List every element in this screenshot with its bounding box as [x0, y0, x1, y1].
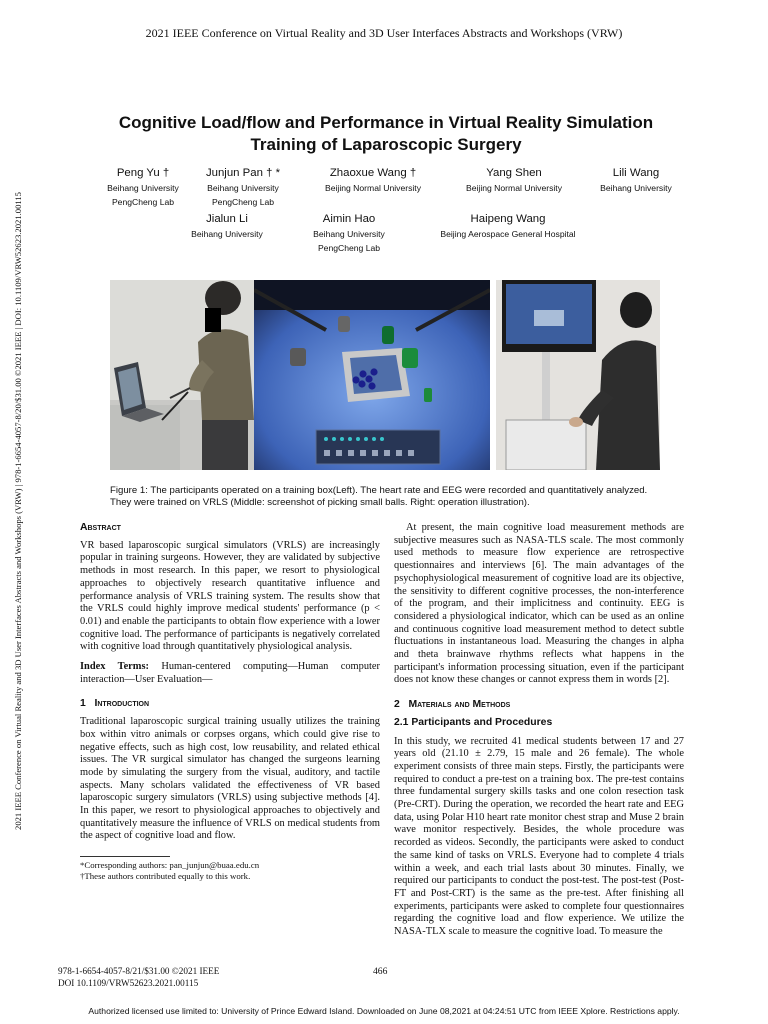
- footnote-equal: †These authors contributed equally to this work.: [80, 871, 251, 881]
- section-1-heading: 1 Introduction: [80, 698, 150, 710]
- author-affiliation: PengCheng Lab: [211, 197, 275, 207]
- figure-1: [110, 280, 660, 470]
- right-column: [394, 522, 684, 939]
- footnote-corresponding: *Corresponding authors: pan_junjun@buaa.edu.cn: [80, 860, 260, 870]
- figure-middle-vr-screenshot: [254, 280, 490, 470]
- title-line-1: Cognitive Load/flow and Performance in Virtual Reality Simulation: [118, 113, 654, 132]
- author-affiliation: PengCheng Lab: [111, 197, 175, 207]
- index-terms-label: Index Terms:: [80, 661, 149, 673]
- figure-left-training-box-photo: [110, 280, 254, 470]
- footnote-rule: [80, 856, 170, 857]
- side-doi-text: 2021 IEEE Conference on Virtual Reality and 3D User Interfaces Abstracts and Workshops (VRW) | 978-1-6654-4057-8/20/$31.00 ©2021 IEEE | DOI: 10.1109/VRW52623.2021.00115: [13, 192, 23, 830]
- section-2-1-heading: 2.1 Participants and Procedures: [394, 716, 553, 728]
- author-block: [418, 211, 598, 241]
- author-name: Jialun Li: [206, 213, 248, 225]
- paragraph: At present, the main cognitive load measurement methods are subjective measures such as NASA-TLS scale. The most commonly used methods to measure flow experience are retrospective questionnaires and interviews [6]. The main advantages of the psychophysiological measurement of cognitive load are its objective, the sensitivity to different cognitive processes, the non-interference of the program, and their implicitness and continuity. EEG is considered a physiological indicator, which can be used as an online and continuous cognitive load measurement method to detect subtle fluctuations in instantaneous load. Measuring the changes in alpha and theta brainwave rhythms reflects what happens in the participant's information processing situation, even if the participant does not know these changes or cannot express them in words [2].: [394, 522, 684, 686]
- paragraph: In this study, we recruited 41 medical students between 17 and 27 years old (21.10 ± 2.79, 15 male and 26 female). The whole experiment consists of three main steps. Firstly, the participants were required to conduct a pre-test on a training box. The pre-test contains three fundamental surgery skills tasks and one colon resection task (Pre-CRT). During the operation, we recorded the heart rate and EEG data, using Polar H10 heart rate monitor chest strap and Muse 2 brain wave monitor respectively. Besides, the whole procedure was recorded as videos. Secondly, the participants were asked to conduct the same kind of tasks on VRLS. Everyone had to complete 4 trials within a week, and each trial lasts about 30 minutes. Finally, we required our participants to conduct the post-test. The post-test (Post-FT and Post-CRT) is the same as the pre-test. After finishing all experiments, participants were asked to complete four questionnaires regarding the cognitive load and flow experience. We utilize the NASA-TLX scale to measure the cognitive load. To measure the: [394, 735, 684, 938]
- author-name: Aimin Hao: [322, 213, 376, 225]
- author-affiliation: Beihang University: [107, 183, 179, 193]
- title-line-2: Training of Laparoscopic Surgery: [250, 135, 522, 154]
- isbn-line: 978-1-6654-4057-8/21/$31.00 ©2021 IEEE: [58, 966, 220, 976]
- abstract-text: VR based laparoscopic surgical simulators (VRLS) are increasingly popular in training surgeons. However, they are validated by subjective methods in most research. In this paper, we resort to physiological approaches to objectively research quantitative influence and performance analysis of VRLS training system. The results show that the VRLS could highly improve medical students' performance (p < 0.01) and enable the participants to obtain flow experience with a lower cognitive load. The performance of participants is negatively correlated with cognitive load through quantitatively physiological analysis.: [80, 539, 380, 653]
- page-number: 466: [373, 966, 388, 977]
- author-affiliation: Beijing Normal University: [466, 183, 562, 193]
- copyright-block: [58, 966, 219, 989]
- footnotes: [80, 856, 380, 882]
- author-affiliation: Beihang University: [207, 183, 279, 193]
- figure-right-operation-photo: [496, 280, 660, 470]
- index-terms: [80, 661, 380, 686]
- author-block: [576, 165, 696, 195]
- author-name: Junjun Pan † *: [205, 167, 281, 179]
- intro-text: Traditional laparoscopic surgical training usually utilizes the training box within vitro animals or corpses organs, which could give rise to negative effects, such as high cost, low reusability, and related ethical issues. The VR surgical simulator has changed the surgeons learning mode by simulating the surgery from the visual, auditory, and tactile aspects. Many scholars validated the effectiveness of VR based laparoscopic surgery simulators (VRLS) using subjective methods [4]. In this paper, we resort to physiological approaches to objectively and quantitatively measure the influence of VRLS on medical students from the aspect of cognitive load and flow.: [80, 716, 380, 842]
- author-name: Yang Shen: [486, 167, 542, 179]
- author-affiliation: PengCheng Lab: [317, 243, 381, 253]
- section-2-heading: 2 Materials and Methods: [394, 699, 511, 711]
- author-affiliation: Beihang University: [600, 183, 672, 193]
- author-block: [298, 165, 448, 195]
- author-affiliation: Beijing Normal University: [325, 183, 421, 193]
- author-block: [178, 165, 308, 209]
- license-notice: Authorized licensed use limited to: University of Prince Edward Island. Downloaded on June 08,2021 at 04:24:51 UTC from IEEE Xplore. Restrictions apply.: [88, 1006, 680, 1016]
- author-name: Zhaoxue Wang †: [329, 167, 417, 179]
- side-doi-note: [2, 126, 34, 896]
- author-affiliation: Beihang University: [191, 229, 263, 239]
- author-block: [439, 165, 589, 195]
- author-name: Haipeng Wang: [470, 213, 546, 225]
- left-column: [80, 522, 380, 843]
- conference-header: 2021 IEEE Conference on Virtual Reality and 3D User Interfaces Abstracts and Workshops (VRW): [145, 26, 623, 40]
- paper-title: [80, 112, 692, 156]
- author-block: [162, 211, 292, 241]
- author-block: [284, 211, 414, 255]
- index-terms-text: Human-centered computing—Human computer interaction—User Evaluation—: [80, 661, 380, 685]
- author-affiliation: Beihang University: [313, 229, 385, 239]
- author-name: Peng Yu †: [116, 167, 170, 179]
- face-mask-block: [205, 308, 221, 332]
- doi-line: DOI 10.1109/VRW52623.2021.00115: [58, 977, 199, 988]
- author-name: Lili Wang: [612, 167, 660, 179]
- abstract-heading: Abstract: [80, 522, 121, 533]
- author-affiliation: Beijing Aerospace General Hospital: [440, 229, 576, 239]
- figure-caption: Figure 1: The participants operated on a training box(Left). The heart rate and EEG were recorded and quantitatively analyzed. They were trained on VRLS (Middle: screenshot of picking small balls. Right: operation illustration).: [110, 485, 648, 508]
